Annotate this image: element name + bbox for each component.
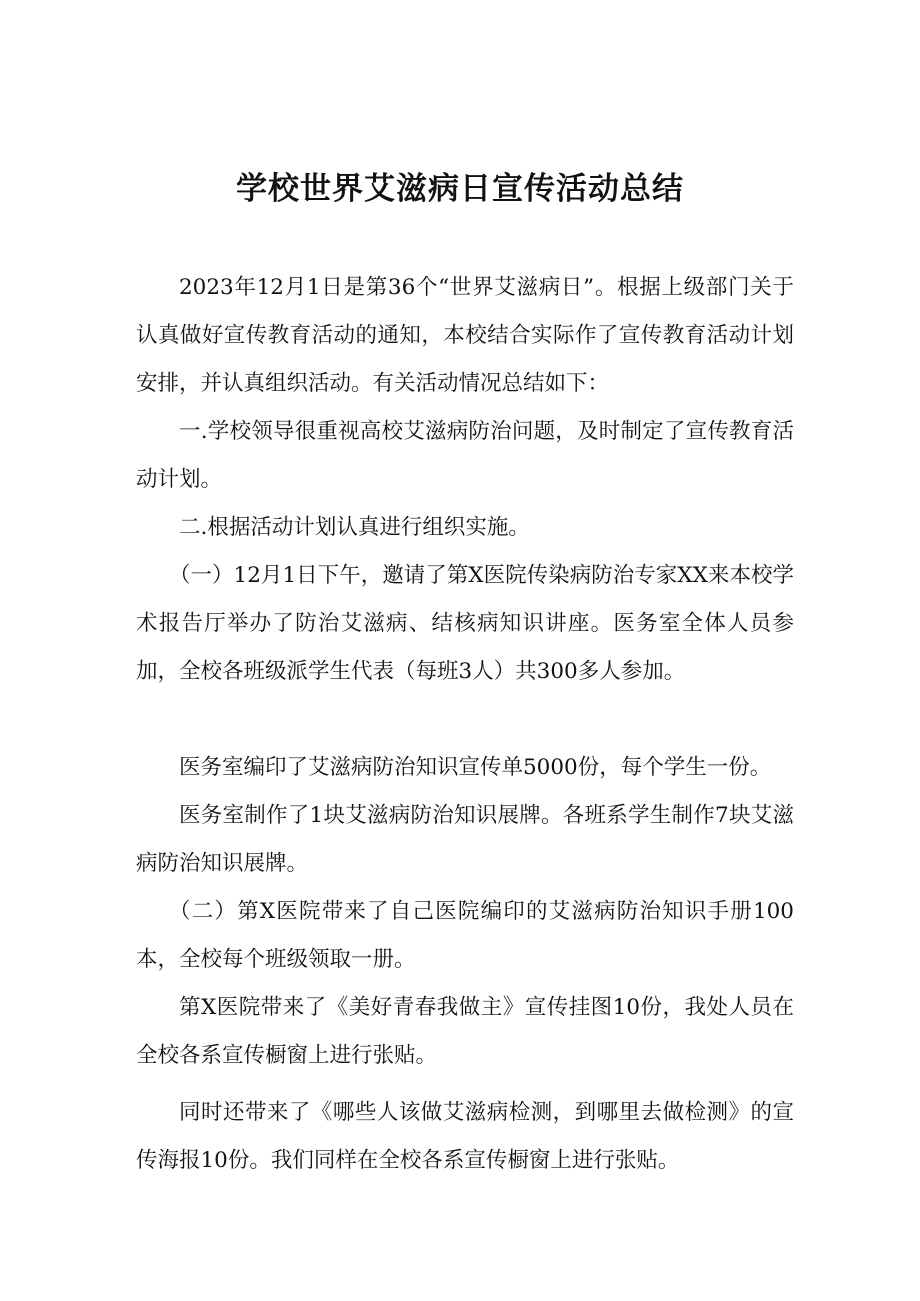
paragraph-intro: 2023年12月1日是第36个“世界艾滋病日”。根据上级部门关于认真做好宣传教育活动的通知，本校结合实际作了宣传教育活动计划安排，并认真组织活动。有关活动情况总结如下： bbox=[136, 275, 794, 396]
paragraph-wall-charts: 第X医院带来了《美好青春我做主》宣传挂图10份，我处人员在全校各系宣传橱窗上进行张贴。 bbox=[136, 995, 794, 1068]
paragraph-section-two: 二.根据活动计划认真进行组织实施。 bbox=[179, 515, 530, 540]
paragraph-posters: 同时还带来了《哪些人该做艾滋病检测，到哪里去做检测》的宣传海报10份。我们同样在全校各系宣传橱窗上进行张贴。 bbox=[136, 1100, 794, 1173]
paragraph-display-boards: 医务室制作了1块艾滋病防治知识展牌。各班系学生制作7块艾滋病防治知识展牌。 bbox=[136, 803, 794, 876]
paragraph-leaflets: 医务室编印了艾滋病防治知识宣传单5000份，每个学生一份。 bbox=[179, 755, 772, 780]
document-title: 学校世界艾滋病日宣传活动总结 bbox=[236, 171, 684, 207]
paragraph-section-one: 一.学校领导很重视高校艾滋病防治问题，及时制定了宣传教育活动计划。 bbox=[136, 419, 794, 492]
paragraph-subsection-one: （一）12月1日下午，邀请了第X医院传染病防治专家XX来本校学术报告厅举办了防治艾滋病、结核病知识讲座。医务室全体人员参加，全校各班级派学生代表（每班3人）共300多人参加。 bbox=[136, 563, 794, 684]
paragraph-subsection-two: （二）第X医院带来了自己医院编印的艾滋病防治知识手册100本，全校每个班级领取一册。 bbox=[136, 899, 794, 972]
